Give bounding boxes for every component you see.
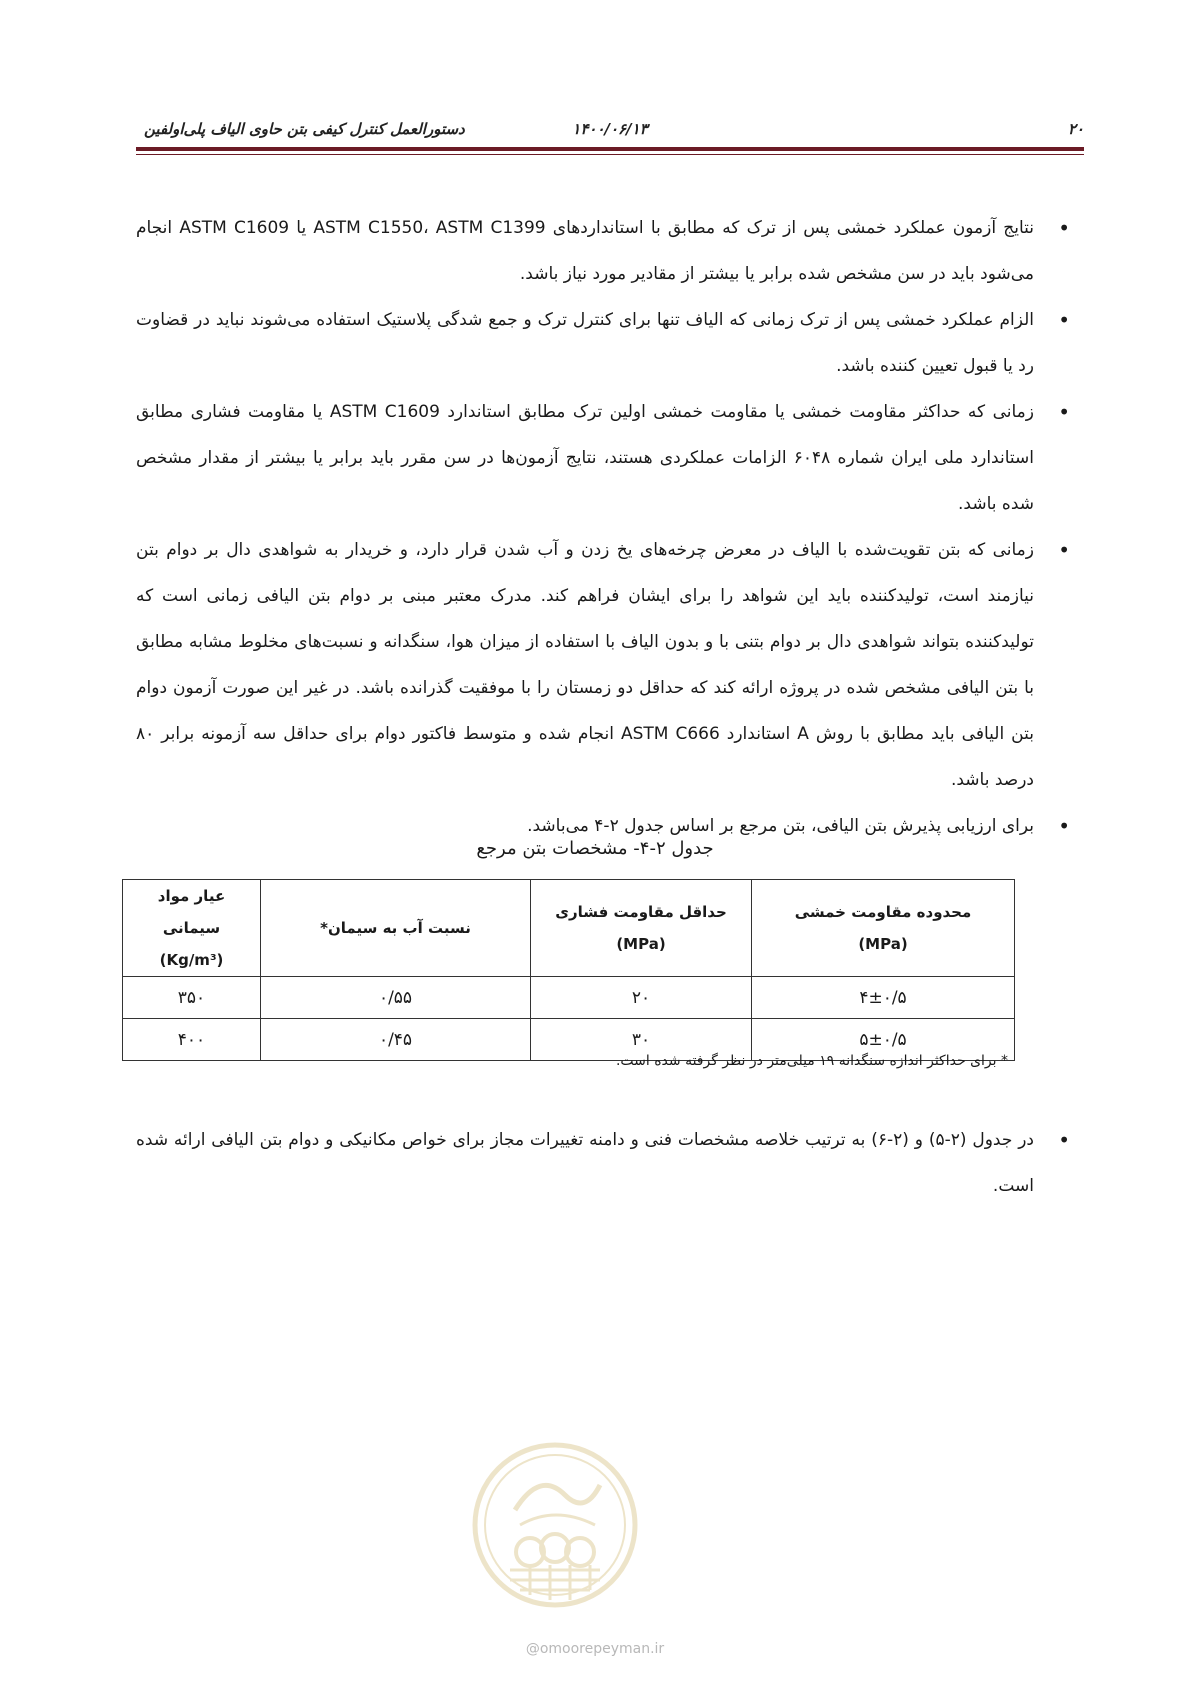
- page-header: [136, 118, 1084, 140]
- bullet-list-2: [136, 1117, 1084, 1209]
- table-cell: ۳۵۰: [123, 977, 261, 1019]
- bullet-item: • زمانی که بتن تقویت‌شده با الیاف در معرض چرخه‌های یخ زدن و آب شدن قرار دارد، و خریدار به شواهدی دال بر دوام بتن نیازمند است، تولیدکننده باید این شواهد را برای ایشان فراهم کند. مدرک معتبر مبنی بر دوام بتن الیافی زمانی است که تولیدکننده بتواند شواهدی دال بر دوام بتنی با و بدون الیاف با استفاده از میزان هوا، سنگدانه و نسبت‌های مخلوط مشابه مطابق با بتن الیافی مشخص شده در پروژه ارائه کند که حداقل دو زمستان را با موفقیت گذرانده باشد. در غیر این صورت آزمون دوام بتن الیافی باید مطابق با روش A استاندارد ASTM C666 انجام شده و متوسط فاکتور دوام برای حداقل سه آزمونه برابر ۸۰ درصد باشد.: [136, 527, 1084, 803]
- table-cell: ۵±۰/۵: [752, 1019, 1015, 1061]
- table-header-row: [123, 880, 1015, 977]
- bullet-item: • در جدول (۲-۵) و (۲-۶) به ترتیب خلاصه مشخصات فنی و دامنه تغییرات مجاز برای خواص مکانیکی و دوام بتن الیافی ارائه شده است.: [136, 1117, 1084, 1209]
- header-min-compressive: [531, 880, 752, 977]
- reference-concrete-table: [122, 879, 1015, 1061]
- header-label: حداقل مقاومت فشاری: [555, 903, 727, 921]
- table-cell: ۰/۴۵: [261, 1019, 531, 1061]
- header-unit: (Kg/m³): [159, 951, 224, 969]
- bullet-list: [136, 205, 1084, 849]
- bullet-item: • الزام عملکرد خمشی پس از ترک زمانی که الیاف تنها برای کنترل ترک و جمع شدگی پلاستیک استفاده می‌شوند نباید در قضاوت رد یا قبول تعیین کننده باشد.: [136, 297, 1084, 389]
- header-label: محدوده مقاومت خمشی: [794, 903, 972, 921]
- table-cell: ۴۰۰: [123, 1019, 261, 1061]
- header-flexural-range: [752, 880, 1015, 977]
- table-footnote: * برای حداکثر اندازه سنگدانه ۱۹ میلی‌متر در نظر گرفته شده است.: [615, 1053, 1008, 1069]
- header-unit: (MPa): [858, 935, 908, 953]
- header-rule-thin: [136, 154, 1084, 155]
- watermark-url: @omoorepeyman.ir: [525, 1641, 665, 1657]
- header-water-cement: [261, 880, 531, 977]
- post-table-content: [136, 1117, 1084, 1209]
- watermark-logo-icon: [470, 1440, 640, 1610]
- table-row: [123, 977, 1015, 1019]
- table-cell: ۳۰: [531, 1019, 752, 1061]
- bullet-item: • زمانی که حداکثر مقاومت خمشی یا مقاومت خمشی اولین ترک مطابق استاندارد ASTM C1609 یا مقاومت فشاری مطابق استاندارد ملی ایران شماره ۶۰۴۸ الزامات عملکردی هستند، نتایج آزمون‌ها در سن مقرر باید برابر یا بیشتر از مقدار مشخص شده باشد.: [136, 389, 1084, 527]
- header-cement-content: [123, 880, 261, 977]
- bullet-item: • برای ارزیابی پذیرش بتن الیافی، بتن مرجع بر اساس جدول ۲-۴ می‌باشد.: [136, 803, 1084, 849]
- header-label: عیار مواد سیمانی: [157, 887, 226, 937]
- header-unit: (MPa): [616, 935, 666, 953]
- main-content: [136, 205, 1084, 849]
- header-label: نسبت آب به سیمان*: [320, 919, 471, 937]
- document-title: دستورالعمل کنترل کیفی بتن حاوی الیاف پلی‌اولفین: [144, 120, 465, 138]
- header-rule-thick: [136, 147, 1084, 151]
- bullet-item: • نتایج آزمون عملکرد خمشی پس از ترک که مطابق با استانداردهای ASTM C1550، ASTM C1399 یا ASTM C1609 انجام می‌شود باید در سن مشخص شده برابر یا بیشتر از مقادیر مورد نیاز باشد.: [136, 205, 1084, 297]
- page-number: ۲۰: [1067, 120, 1084, 138]
- table-cell: ۴±۰/۵: [752, 977, 1015, 1019]
- header-date: ۱۴۰۰/۰۶/۱۳: [572, 120, 648, 138]
- table-cell: ۰/۵۵: [261, 977, 531, 1019]
- table-caption: جدول ۲-۴- مشخصات بتن مرجع: [476, 838, 714, 859]
- table-cell: ۲۰: [531, 977, 752, 1019]
